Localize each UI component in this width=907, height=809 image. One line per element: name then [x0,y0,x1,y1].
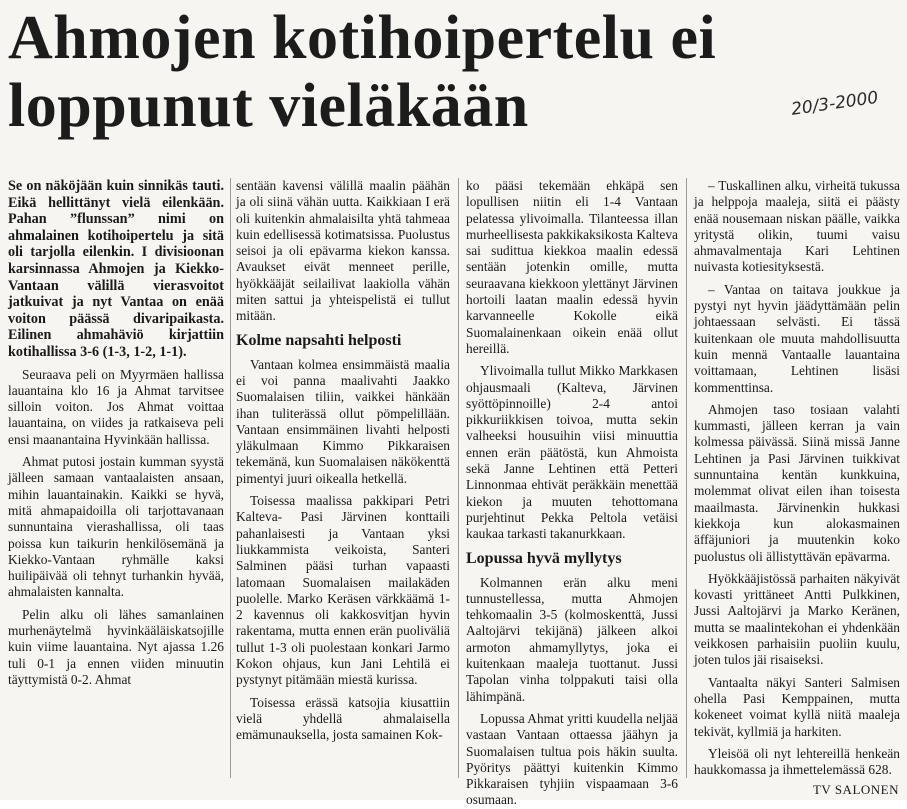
body-paragraph: Ahmat putosi jostain kumman syystä jälleen samaan vantaalaisten ansaan, mihin lauantainakin. Kaikki se hyvä, mitä ahmapaidoilla oli tarjottavanaan sunnuntaina vierashallissa, oli taas poissa kun taikurin henkilösemänä ja Kiekko-Vantaan ryhmälle kaksi huilipäivää oli tehnyt turhankin hyvää, ahmalaisten kannalta. [8,454,224,600]
lead-paragraph: Se on näköjään kuin sinnikäs tauti. Eikä hellittänyt vielä eilenkään. Pahan ”flunssan” nimi on ahmalainen kotihoipertelu ja sitä oli tarjolla eilenkin. I divisioonan karsinnassa Ahmojen ja Kiekko-Vantaan välillä vierasvoitot jatkuivat ja nyt Vantaa on enää voiton päässä divaripaikasta. Eilinen ahmahäviö kirjattiin kotihallissa 3-6 (1-3, 1-2, 1-1). [8,178,224,360]
article-column-2 [236,178,450,783]
article-column-4 [694,178,900,783]
body-paragraph: Vantaalta näkyi Santeri Salmisen ohella Pasi Kemppainen, mutta kokeneet voimat kyllä niitä maaleja tekivät, kyllmiä ja harkiten. [694,674,900,739]
article-column-3 [466,178,678,808]
column-divider [686,178,687,778]
column-divider [230,178,231,778]
body-paragraph: sentään kavensi välillä maalin päähän ja oli siinä vähän uutta. Kaikkiaan I erä oli kuitenkin ahmalaisilta yhtä tahmeaa kuin edellisessä kotimatsissa. Puolustus seisoi ja oli epävarma kiekon kanssa. Avaukset eivät menneet perille, hyökkääjät seilailivat laakiolla vähän miten sattui ja yhteispelistä ei tullut mitään. [236,178,450,324]
headline: Ahmojen kotihoipertelu ei loppunut vieläkään [8,4,717,140]
body-paragraph: Yleisöä oli nyt lehtereillä henkeän haukkomassa ja ihmettelemässä 628. [694,745,900,778]
body-paragraph: Vantaan kolmea ensimmäistä maalia ei voi panna maalivahti Jaakko Suomalaisen tiliin, vaikkei hänkään ihan tuliterässä ollut pömpelillään. Vantaan ensimmäinen livahti helposti yläkulmaan Kimmo Pikkaraisen tekemänä, kun Suomalaisen näkökenttä pimentyi juuri oikealla hetkellä. [236,356,450,486]
body-paragraph: Toisessa erässä katsojia kiusattiin vielä yhdellä ahmalaisella emämunauksella, josta samainen Kok- [236,694,450,743]
body-paragraph: Ahmojen taso tosiaan valahti kummasti, jälleen kerran ja vain kolmessa päivässä. Siinä missä Janne Lehtinen ja Pasi Järvinen tuikkivat sunnuntaina kentän kunkkuina, molemmat olivat eilen ihan toisesta maailmasta. Järvinenkin hukkasi kiekkoja kun alokasmainen äffäjuniori ja muutenkin koko puolustus oli ällistyttävän epävarma. [694,401,900,564]
body-paragraph: Kolmannen erän alku meni tunnustellessa, mutta Ahmojen tehkomaalin 3-5 (kolmoskenttä, Jussi Aaltojärvi tekijänä) jälkeen alkoi armoton ahmamyllytys, joka ei kuitenkaan maaleja tuottanut. Jussi Tapolan vinha tolppakuti taisi olla lähimpänä. [466,574,678,704]
column-divider [458,178,459,778]
quote-paragraph: – Tuskallinen alku, virheitä tukussa ja helppoja maaleja, siitä ei päästy enää nousemaan niskan päälle, vaikka yritystä olikin, tuumi vaisu ahmavalmentaja Kari Lehtinen nuivasta kotiesityksestä. [694,178,900,275]
body-paragraph: Hyökkääjistössä parhaiten näkyivät kovasti yrittäneet Antti Pulkkinen, Jussi Aaltojärvi ja Marko Keränen, mutta se maalintekohan ei yhdenkään veikkosen parhaisiin puoliin kuulu, joten tulos jäi risaiseksi. [694,570,900,668]
quote-paragraph: – Vantaa on taitava joukkue ja pystyi nyt hyvin jäädyttämään pelin johtaessaan selvästi. Ei tässä kuitenkaan ole muuta mahdollisuutta kuin mennä Vantaalle lauantaina voittamaan, Lehtinen lisäsi kommenttinsa. [694,281,900,395]
body-paragraph: Seuraava peli on Myyrmäen hallissa lauantaina klo 16 ja Ahmat tarvitsee silloin voiton. Jos Ahmat voittaa lauantaina, on viides ja ratkaiseva peli ensi maanantaina Hyvinkään hallissa. [8,366,224,447]
body-paragraph: Pelin alku oli lähes samanlainen murhenäytelmä hyvinkääläiskatsojille kuin viime lauantaina. Nyt ajassa 1.26 tuli 0-1 ja ennen viiden minuutin täyttymistä 0-2. Ahmat [8,606,224,687]
subheading: Kolme napsahti helposti [236,331,402,349]
body-paragraph: Lopussa Ahmat yritti kuudella neljää vastaan Vantaan ottaessa jäähyn ja Suomalaisen tultua pois häkin suulta. Pyöritys päättyi kuitenkin Kimmo Pikkaraisen tyhjiin vispaamaan 3-6 osumaan. [466,710,678,808]
subheading: Lopussa hyvä myllytys [466,549,622,567]
byline: TV SALONEN [812,782,899,797]
body-paragraph: Ylivoimalla tullut Mikko Markkasen ohjausmaali (Kalteva, Järvinen syöttöpinnoille) 2-4 antoi pikkuriikkisen toivoa, mutta sekin valheeksi housuihin viisi minuuttia ennen erän päätöstä, kun Ahmoista sekä Janne Lehtinen että Petteri Linnonmaa ehtivät peräkkäin menettää kiekon ja muuten tehottomana purjehtinut Pekka Peltola vetäisi kaukaa tarkasti takanurkkaan. [466,363,678,542]
body-paragraph: ko pääsi tekemään ehkäpä sen lopullisen niitin eli 1-4 Vantaan pelatessa ylivoimalla. Tilanteessa illan murheellisesta pakkikaksikosta Kalteva sai sudittua kiekkoa maalin edessä sentään jotenkin omille, mutta seuraavana kiekkoon ylettänyt Järvinen hortoili laatan maalin edessä hyvin karvanneelle Kokolle eikä Suomalainenkaan oikein enää ollut hereillä. [466,178,678,356]
article-column-1 [8,178,224,783]
body-paragraph: Toisessa maalissa pakkipari Petri Kalteva- Pasi Järvinen konttaili pahanlaisesti ja Vantaan yksi liukkammista veikoista, Santeri Salminen pääsi turhan vapaasti latomaan Suomalaisen mailakäden puolelle. Marko Keräsen värkkäämä 1-2 kavennus oli kakkosvitjan hyvin rakentama, mutta ennen erän puoliväliä tullut 1-3 oli puolestaan konkari Jarmo Kokon ohjaus, kun Jani Lehtilä ei pystynyt pitämään miestä kurissa. [236,493,450,688]
handwritten-date: 20/3-2000 [790,87,880,120]
